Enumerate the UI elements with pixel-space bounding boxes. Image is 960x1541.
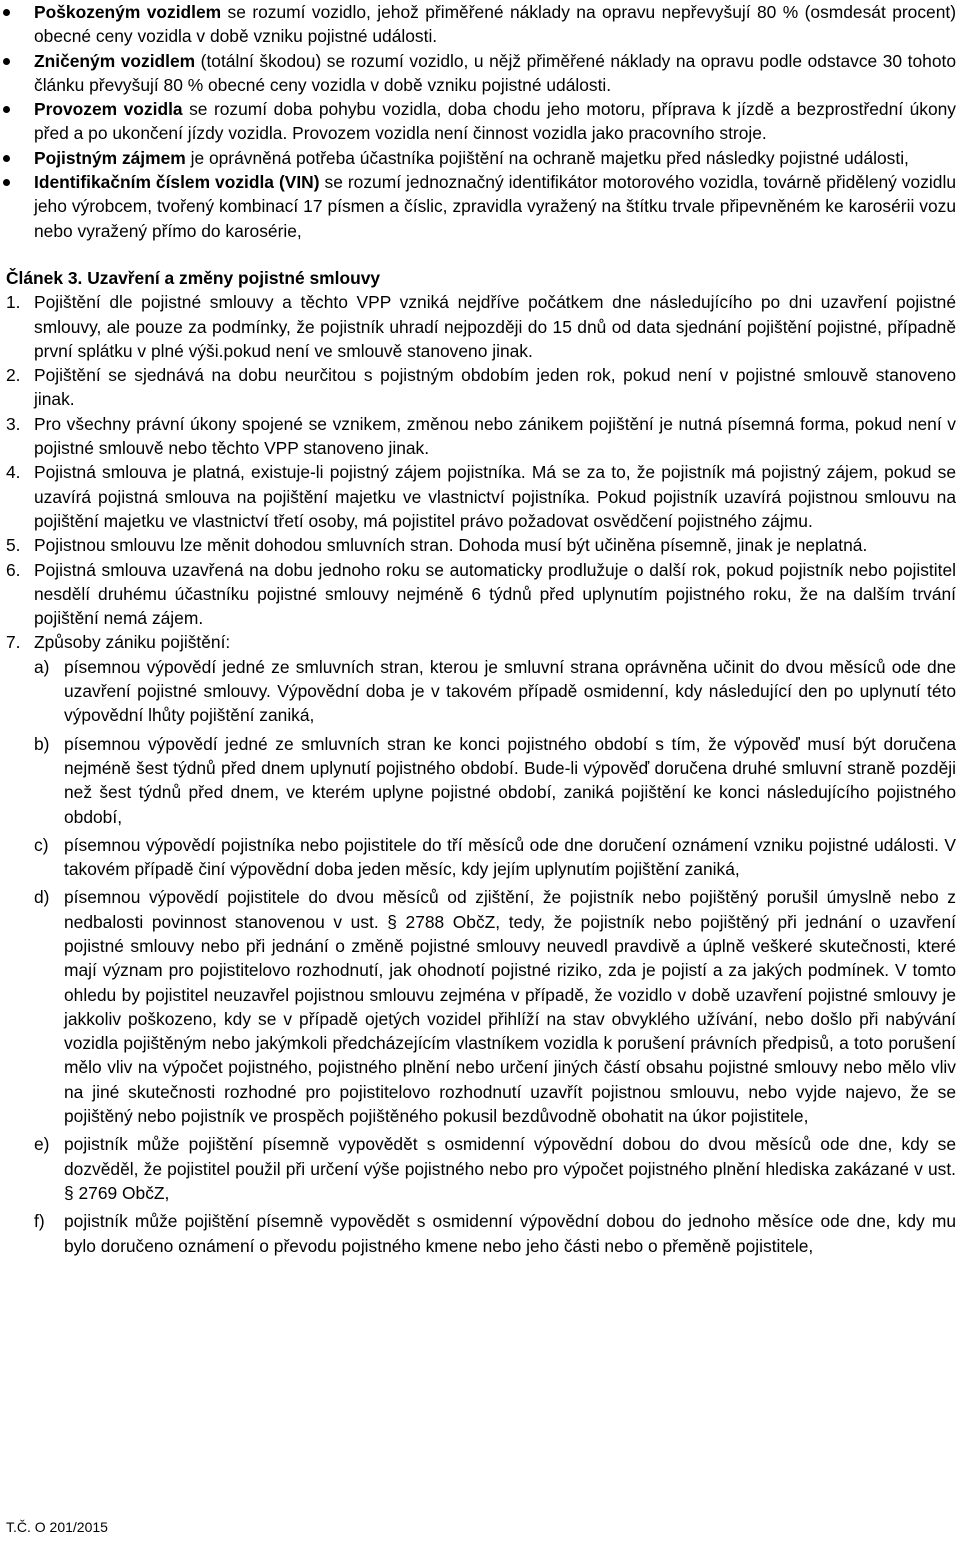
item-text: písemnou výpovědí pojistníka nebo pojistitele do tří měsíců ode dne doručení oznámení vzniku pojistné události. V takovém případě činí výpovědní doba jeden měsíc, kdy jejím uplynutím pojištění zaniká,	[64, 834, 956, 880]
article-paragraph	[0, 460, 960, 533]
paragraph-text: Pojistná smlouva uzavřená na dobu jednoho roku se automaticky prodlužuje o další rok, pokud pojistník nebo pojistitel nesdělí druhému účastníku pojistné smlouvy nejméně 6 týdnů před uplynutím pojistného roku, že na dalším trvání pojištění nemá zájem.	[34, 559, 956, 629]
article-paragraph	[0, 412, 960, 461]
bullet-icon	[3, 155, 10, 162]
paragraph-text: Pojistnou smlouvu lze měnit dohodou smluvních stran. Dohoda musí být učiněna písemně, jinak je neplatná.	[34, 535, 868, 556]
termination-item	[34, 655, 956, 728]
footer-code: T.Č. O 201/2015	[6, 1519, 108, 1535]
paragraph-text: Pojištění se sjednává na dobu neurčitou s pojistným obdobím jeden rok, pokud není v pojistné smlouvě stanoveno jinak.	[34, 365, 956, 410]
item-text: písemnou výpovědí jedné ze smluvních stran ke konci pojistného období s tím, že výpověď musí být doručena nejméně šest týdnů před dnem uplynutí pojistného období. Bude-li výpověď doručena druhé smluvní straně později než šest týdnů před dnem, ve kterém uplyne pojistné období, zaniká pojištění ke konci následujícího pojistného období,	[64, 733, 956, 827]
article-heading: Článek 3. Uzavření a změny pojistné smlouvy	[6, 267, 381, 288]
item-letter: d)	[34, 887, 50, 908]
paragraph-text: Pojištění dle pojistné smlouvy a těchto VPP vzniká nejdříve počátkem dne následujícího po dni uzavření pojistné smlouvy, ale pouze za podmínky, že pojistník uhradí nejpozději do 15 dnů od data sjednání pojištění pojistné, případně první splátku v plné výši.pokud není ve smlouvě stanoveno jinak.	[34, 292, 956, 361]
bullet-icon	[3, 179, 10, 186]
paragraph-number: 4.	[6, 462, 21, 483]
article-paragraph	[0, 558, 960, 631]
termination-item	[34, 1209, 956, 1258]
paragraph-number: 1.	[6, 292, 21, 313]
item-letter: b)	[34, 733, 50, 754]
paragraph-text: Pro všechny právní úkony spojené se vznikem, změnou nebo zánikem pojištění je nutná písemná forma, pokud není v pojistné smlouvě nebo těchto VPP stanoveno jinak.	[34, 413, 956, 459]
definition-item	[0, 97, 960, 146]
termination-item	[34, 833, 956, 882]
definition-term: Identifikačním číslem vozidla (VIN)	[34, 172, 320, 193]
termination-item	[34, 885, 956, 1128]
paragraph-text: Pojistná smlouva je platná, existuje-li pojistný zájem pojistníka. Má se za to, že pojistník má pojistný zájem, pokud se uzavírá pojistná smlouva na pojištění majetku ve vlastnictví pojistníka. Pokud pojistník uzavírá pojistnou smlouvu na pojištění majetku ve vlastnictví třetí osoby, má pojistitel právo požadovat osvědčení pojistného zájmu.	[34, 462, 956, 531]
definition-text: (totální škodou) se rozumí vozidlo, u nějž přiměřené náklady na opravu podle odstavce 30 tohoto článku převyšují 80 % obecné ceny vozidla v době vzniku pojistné události.	[34, 50, 957, 95]
item-text: pojistník může pojištění písemně vypovědět s osmidenní výpovědní dobou do jednoho měsíce ode dne, kdy mu bylo doručeno oznámení o převodu pojistného kmene nebo jeho části nebo o přeměně pojistitele,	[64, 1211, 956, 1256]
article-paragraph	[0, 630, 960, 1257]
article-paragraph	[0, 533, 960, 557]
definition-term: Pojistným zájmem	[34, 147, 186, 168]
item-text: písemnou výpovědí jedné ze smluvních stran, kterou je smluvní strana oprávněna učinit do dvou měsíců ode dne uzavření pojistné smlouvy. Výpovědní doba je v takovém případě osmidenní, kdy následující den po uplynutí této výpovědní lhůty pojištění zaniká,	[64, 656, 956, 726]
article-paragraph	[0, 290, 960, 363]
bullet-icon	[3, 106, 10, 113]
bullet-icon	[3, 9, 10, 16]
item-letter: a)	[34, 656, 50, 677]
definition-text: se rozumí doba pohybu vozidla, doba chodu jeho motoru, příprava k jízdě a bezprostřední úkony před a po ukončení jízdy vozidla. Provozem vozidla není činnost vozidla jako pracovního stroje.	[34, 99, 956, 144]
item-letter: c)	[34, 834, 49, 855]
definition-term: Zničeným vozidlem	[34, 50, 196, 71]
paragraph-number: 2.	[6, 365, 21, 386]
item-letter: f)	[34, 1211, 45, 1232]
definition-item	[0, 146, 960, 170]
definition-term: Provozem vozidla	[34, 99, 183, 120]
definition-term: Poškozeným vozidlem	[34, 2, 222, 22]
definition-text: je oprávněná potřeba účastníka pojištění na ochraně majetku před následky pojistné události,	[185, 147, 909, 168]
paragraph-number: 5.	[6, 535, 21, 556]
item-letter: e)	[34, 1134, 50, 1155]
item-text: písemnou výpovědí pojistitele do dvou měsíců od zjištění, že pojistník nebo pojištěný porušil úmyslně nebo z nedbalosti povinnost stanovenou v ust. § 2788 ObčZ, tedy, že pojistník nebo pojištěný při jednání o uzavření pojistné smlouvy nebo při jednání o změně pojistné smlouvy neuvedl pravdivě a úplně veškeré skutečnosti, které mají význam pro pojistitelovo rozhodnutí, jak ohodnotí pojistné riziko, zda je pojistí a za jakých podmínek. V tomto ohledu by pojistitel neuzavřel pojistnou smlouvu zejména v případě, že vozidlo v době uzavření pojistné smlouvy je jakkoliv poškozeno, kdy se v případě ojetých vozidel přihlíží na stav obvyklého užívání, nebo došlo při nabývání vozidla pojištěným nebo jakýmkoli předcházejícím vlastníkem vozidla k porušení právních předpisů, a toto porušení mělo vliv na výpočet pojistného, pojistného plnění nebo určení jiných částí obsahu pojistné smlouvy nebo mělo vliv na jiné skutečnosti rozhodné pro pojistitelovo rozhodnutí uzavřít pojistnou smlouvu, nebo vyjde najevo, že se pojištěný nebo pojistník ve prospěch pojištěného pokusil bezdůvodně obohatit na úkor pojistitele,	[64, 887, 956, 1127]
item-text: pojistník může pojištění písemně vypovědět s osmidenní výpovědní dobou do dvou měsíců ode dne, kdy se dozvěděl, že pojistitel použil při určení výše pojistného nebo pro výpočet pojistného plnění hlediska zakázané v ust. § 2769 ObčZ,	[64, 1134, 956, 1203]
bullet-icon	[3, 58, 10, 65]
definition-item	[0, 49, 960, 98]
paragraph-number: 3.	[6, 413, 21, 434]
termination-item	[34, 1132, 956, 1205]
termination-item	[34, 732, 956, 829]
article-paragraphs	[0, 290, 960, 1258]
article-paragraph	[0, 363, 960, 412]
paragraph-number: 6.	[6, 559, 21, 580]
definitions-list	[0, 0, 960, 243]
definition-item	[0, 0, 960, 49]
paragraph-number: 7.	[6, 632, 21, 653]
paragraph-text: Způsoby zániku pojištění:	[34, 632, 231, 653]
definition-text: se rozumí vozidlo, jehož přiměřené náklady na opravu nepřevyšují 80 % (osmdesát procent) obecné ceny vozidla v době vzniku pojistné události.	[34, 2, 956, 47]
definition-item	[0, 170, 960, 243]
definition-text: se rozumí jednoznačný identifikátor motorového vozidla, továrně přidělený vozidlu jeho výrobcem, tvořený kombinací 17 písmen a číslic, zpravidla vyražený na štítku trvale připevněném ke karosérii vozu nebo vyražený přímo do karosérie,	[34, 172, 956, 241]
termination-list	[34, 655, 956, 1258]
